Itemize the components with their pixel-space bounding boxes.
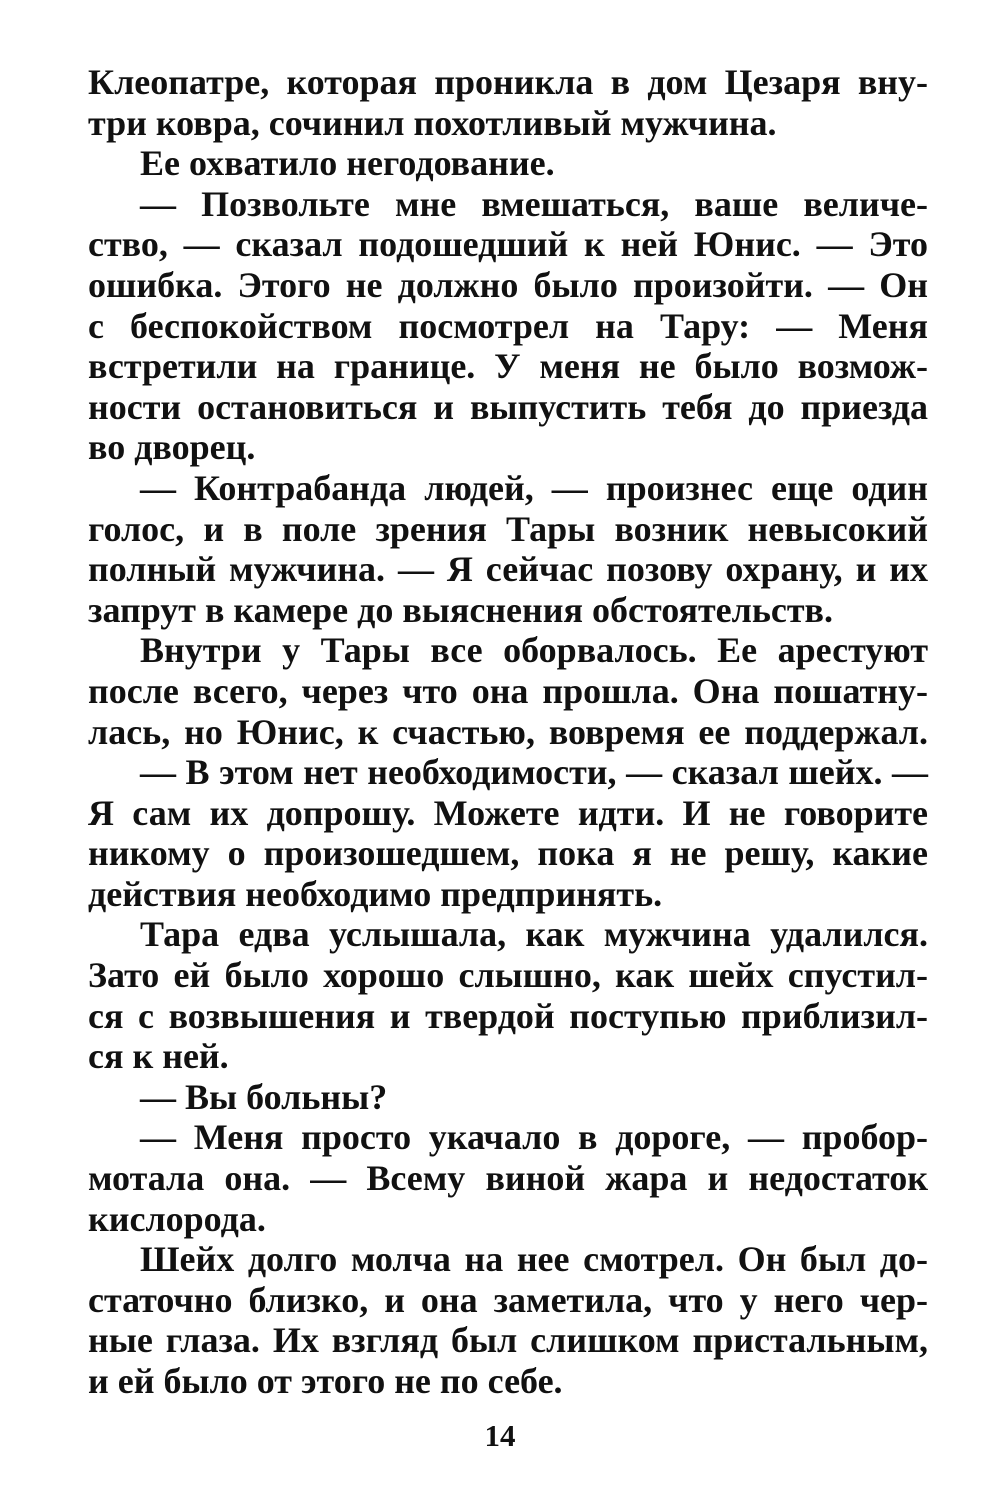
text-line: Я сам их допрошу. Можете идти. И не говорите	[88, 792, 928, 833]
text-line: кислорода.	[88, 1198, 266, 1239]
text-line: статочно близко, и она заметила, что у него чер-	[88, 1279, 928, 1320]
text-line: голос, и в поле зрения Тары возник невысокий	[88, 508, 928, 549]
text-line: ся к ней.	[88, 1036, 229, 1077]
text-line: полный мужчина. — Я сейчас позову охрану, и их	[88, 549, 928, 590]
page-number: 14	[484, 1418, 516, 1453]
text-line: три ковра, сочинил похотливый мужчина.	[88, 102, 777, 143]
text-line: — Позвольте мне вмешаться, ваше величе-	[140, 183, 928, 224]
text-line: после всего, через что она прошла. Она пошатну-	[88, 670, 928, 711]
text-line: Тара едва услышала, как мужчина удалился.	[140, 914, 928, 955]
text-line: во дворец.	[88, 427, 256, 468]
text-line: ошибка. Этого не должно было произойти. — Он	[88, 264, 928, 305]
text-line: никому о произошедшем, пока я не решу, какие	[88, 833, 928, 874]
text-line: ные глаза. Их взгляд был слишком пристальным,	[88, 1320, 928, 1361]
body-text	[88, 62, 928, 1402]
text-line: встретили на границе. У меня не было возмож-	[88, 346, 928, 387]
text-line: и ей было от этого не по себе.	[88, 1361, 563, 1401]
text-line: действия необходимо предпринять.	[88, 873, 663, 914]
text-line: с беспокойством посмотрел на Тару: — Меня	[88, 305, 928, 346]
text-line: лась, но Юнис, к счастью, вовремя ее поддержал.	[88, 711, 928, 752]
text-line: — Вы больны?	[140, 1076, 388, 1117]
text-line: Ее охватило негодование.	[140, 143, 555, 184]
text-line: мотала она. — Всему виной жара и недостаток	[88, 1158, 928, 1199]
text-line: Шейх долго молча на нее смотрел. Он был до-	[140, 1239, 928, 1280]
text-line: Клеопатре, которая проникла в дом Цезаря вну-	[88, 62, 928, 102]
text-line: — В этом нет необходимости, — сказал шейх. —	[140, 752, 928, 793]
text-line: — Контрабанда людей, — произнес еще один	[140, 467, 928, 508]
text-line: запрут в камере до выяснения обстоятельств.	[88, 589, 833, 630]
text-line: ся с возвышения и твердой поступью приблизил-	[88, 995, 928, 1036]
text-line: Внутри у Тары все оборвалось. Ее арестуют	[140, 630, 928, 671]
text-line: ство, — сказал подошедший к ней Юнис. — Это	[88, 224, 928, 265]
text-line: — Меня просто укачало в дороге, — пробор-	[140, 1117, 928, 1158]
text-line: Зато ей было хорошо слышно, как шейх спустил-	[88, 955, 928, 996]
text-line: ности остановиться и выпустить тебя до приезда	[88, 386, 928, 427]
